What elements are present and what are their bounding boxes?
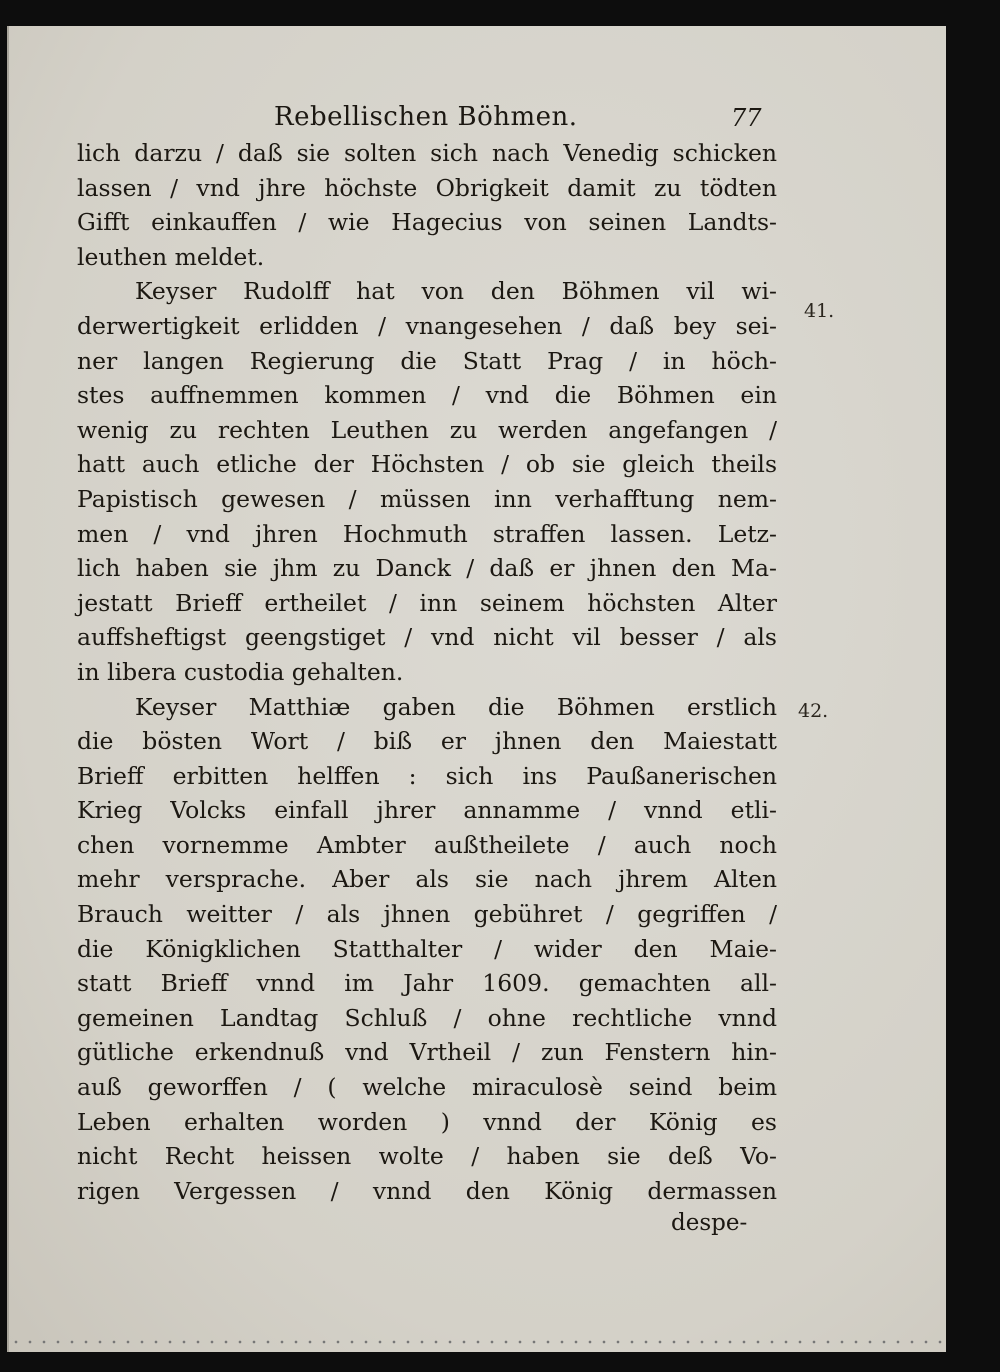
body-text [77, 136, 777, 1208]
text-line: Krieg Volcks einfall jhrer annamme / vnnd etli- [77, 796, 777, 825]
text-line: gemeinen Landtag Schluß / ohne rechtliche vnnd [77, 1003, 777, 1032]
text-line: Brieff erbitten helffen : sich ins Paußanerischen [77, 761, 777, 790]
text-line: lich darzu / daß sie solten sich nach Venedig schicken [77, 139, 777, 167]
text-line: leuthen meldet. [77, 242, 265, 271]
catchword: despe- [671, 1210, 748, 1236]
text-line: statt Brieff vnnd im Jahr 1609. gemachten all- [77, 969, 777, 998]
text-line: in libera custodia gehalten. [77, 657, 404, 686]
text-line: derwertigkeit erlidden / vnangesehen / daß bey sei- [77, 311, 777, 340]
marginal-note: 41. [804, 300, 835, 322]
text-line: auß geworffen / ( welche miraculosè seind beim [77, 1073, 777, 1102]
text-line: mehr versprache. Aber als sie nach jhrem Alten [77, 865, 777, 894]
page-number: 77 [731, 104, 762, 132]
text-line: stes auffnemmen kommen / vnd die Böhmen ein [77, 381, 777, 410]
text-line: die bösten Wort / biß er jhnen den Maiestatt [77, 727, 777, 756]
text-line: gütliche erkendnuß vnd Vrtheil / zun Fenstern hin- [77, 1038, 777, 1067]
paper-leaf [7, 26, 946, 1352]
text-line: jestatt Brieff ertheilet / inn seinem höchsten Alter [77, 588, 777, 617]
text-line: Gifft einkauffen / wie Hagecius von seinen Landts- [77, 208, 777, 237]
text-line: Keyser Matthiæ gaben die Böhmen erstlich [135, 692, 777, 721]
text-line: lich haben sie jhm zu Danck / daß er jhnen den Ma- [77, 554, 777, 583]
running-head: Rebellischen Böhmen. [274, 102, 578, 132]
text-line: wenig zu rechten Leuthen zu werden angefangen / [77, 415, 777, 444]
text-line: lassen / vnd jhre höchste Obrigkeit damit zu tödten [77, 173, 777, 202]
text-line: Brauch weitter / als jhnen gebühret / gegriffen / [77, 900, 777, 929]
text-line: hatt auch etliche der Höchsten / ob sie gleich theils [77, 450, 777, 479]
text-line: men / vnd jhren Hochmuth straffen lassen. Letz- [77, 519, 777, 548]
text-line: rigen Vergessen / vnnd den König dermassen [77, 1176, 777, 1205]
text-line: die Königklichen Statthalter / wider den Maie- [77, 934, 777, 963]
text-line: ner langen Regierung die Statt Prag / in höch- [77, 346, 777, 375]
text-line: chen vornemme Ambter außtheilete / auch noch [77, 830, 777, 859]
page-edge-perforation [9, 1332, 946, 1352]
text-line: Papistisch gewesen / müssen inn verhafftung nem- [77, 484, 777, 513]
text-line: auffsheftigst geengstiget / vnd nicht vil besser / als [77, 623, 777, 652]
marginal-note: 42. [798, 700, 829, 722]
text-line: nicht Recht heissen wolte / haben sie deß Vo- [77, 1142, 777, 1171]
text-line: Leben erhalten worden ) vnnd der König es [77, 1107, 777, 1136]
text-line: Keyser Rudolff hat von den Böhmen vil wi- [135, 277, 777, 306]
